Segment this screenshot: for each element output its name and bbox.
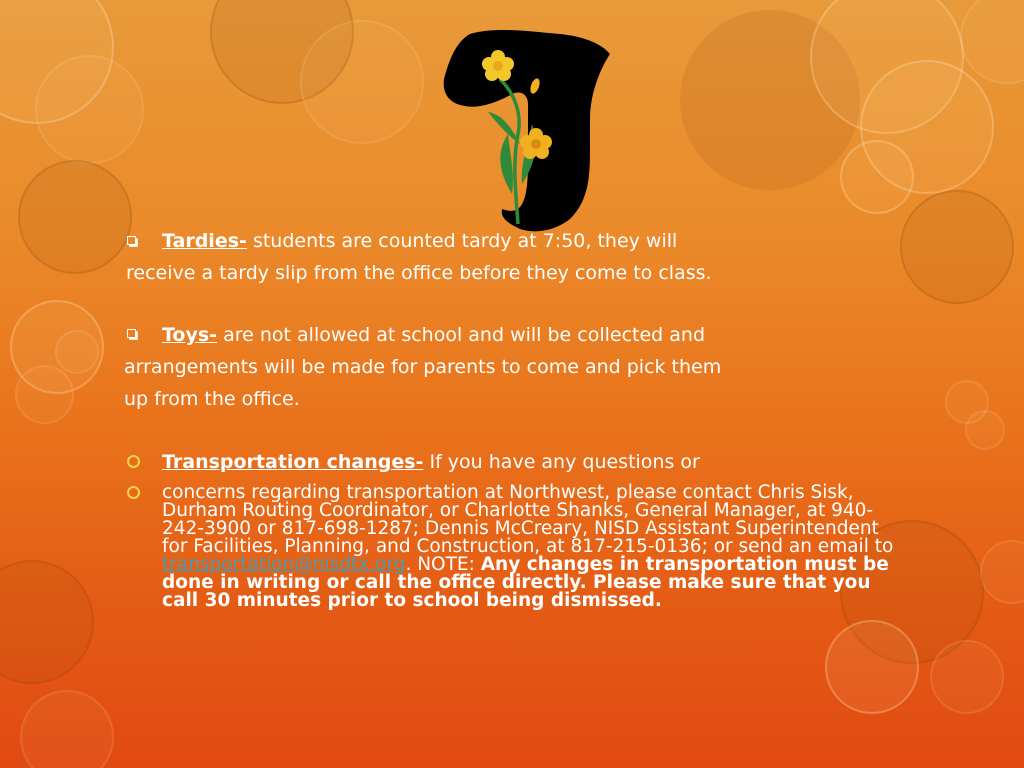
tardies-term: Tardies- xyxy=(162,230,247,252)
tardies-line xyxy=(162,230,677,252)
toys-continuation-2: up from the office. xyxy=(124,388,300,410)
transportation-text: If you have any questions or xyxy=(423,451,700,473)
circle-bullet-icon xyxy=(127,486,140,499)
transportation-line xyxy=(162,451,700,473)
transportation-details xyxy=(162,484,902,610)
transportation-email-link[interactable]: transportation@nisdtx.org xyxy=(162,554,406,575)
transportation-details-text: concerns regarding transportation at Northwest, please contact Chris Sisk, Durham Routing Coordinator, or Charlotte Shanks, General Manager, at 940-242-3900 or 817-698-1287; Dennis McCreary, NISD Assistant Superintendent for Facilities, Planning, and Construction, at 817-215-0136; or send an email to xyxy=(162,482,894,557)
circle-bullet-icon xyxy=(127,455,140,468)
tardies-continuation: receive a tardy slip from the office before they come to class. xyxy=(126,262,712,284)
tardies-text: students are counted tardy at 7:50, they will xyxy=(246,230,678,252)
toys-continuation-1: arrangements will be made for parents to come and pick them xyxy=(124,356,722,378)
toys-text: are not allowed at school and will be collected and xyxy=(217,324,706,346)
square-bullet-icon xyxy=(127,236,136,245)
toys-term: Toys- xyxy=(162,324,218,346)
transportation-term: Transportation changes- xyxy=(162,451,424,473)
toys-line xyxy=(162,324,705,346)
square-bullet-icon xyxy=(127,329,136,338)
note-label: . NOTE: xyxy=(405,554,481,575)
note-strong-text: Any changes in transportation must be done in writing or call the office directly. Please make sure that you call 30 minutes prior to school being dismissed. xyxy=(162,554,889,611)
